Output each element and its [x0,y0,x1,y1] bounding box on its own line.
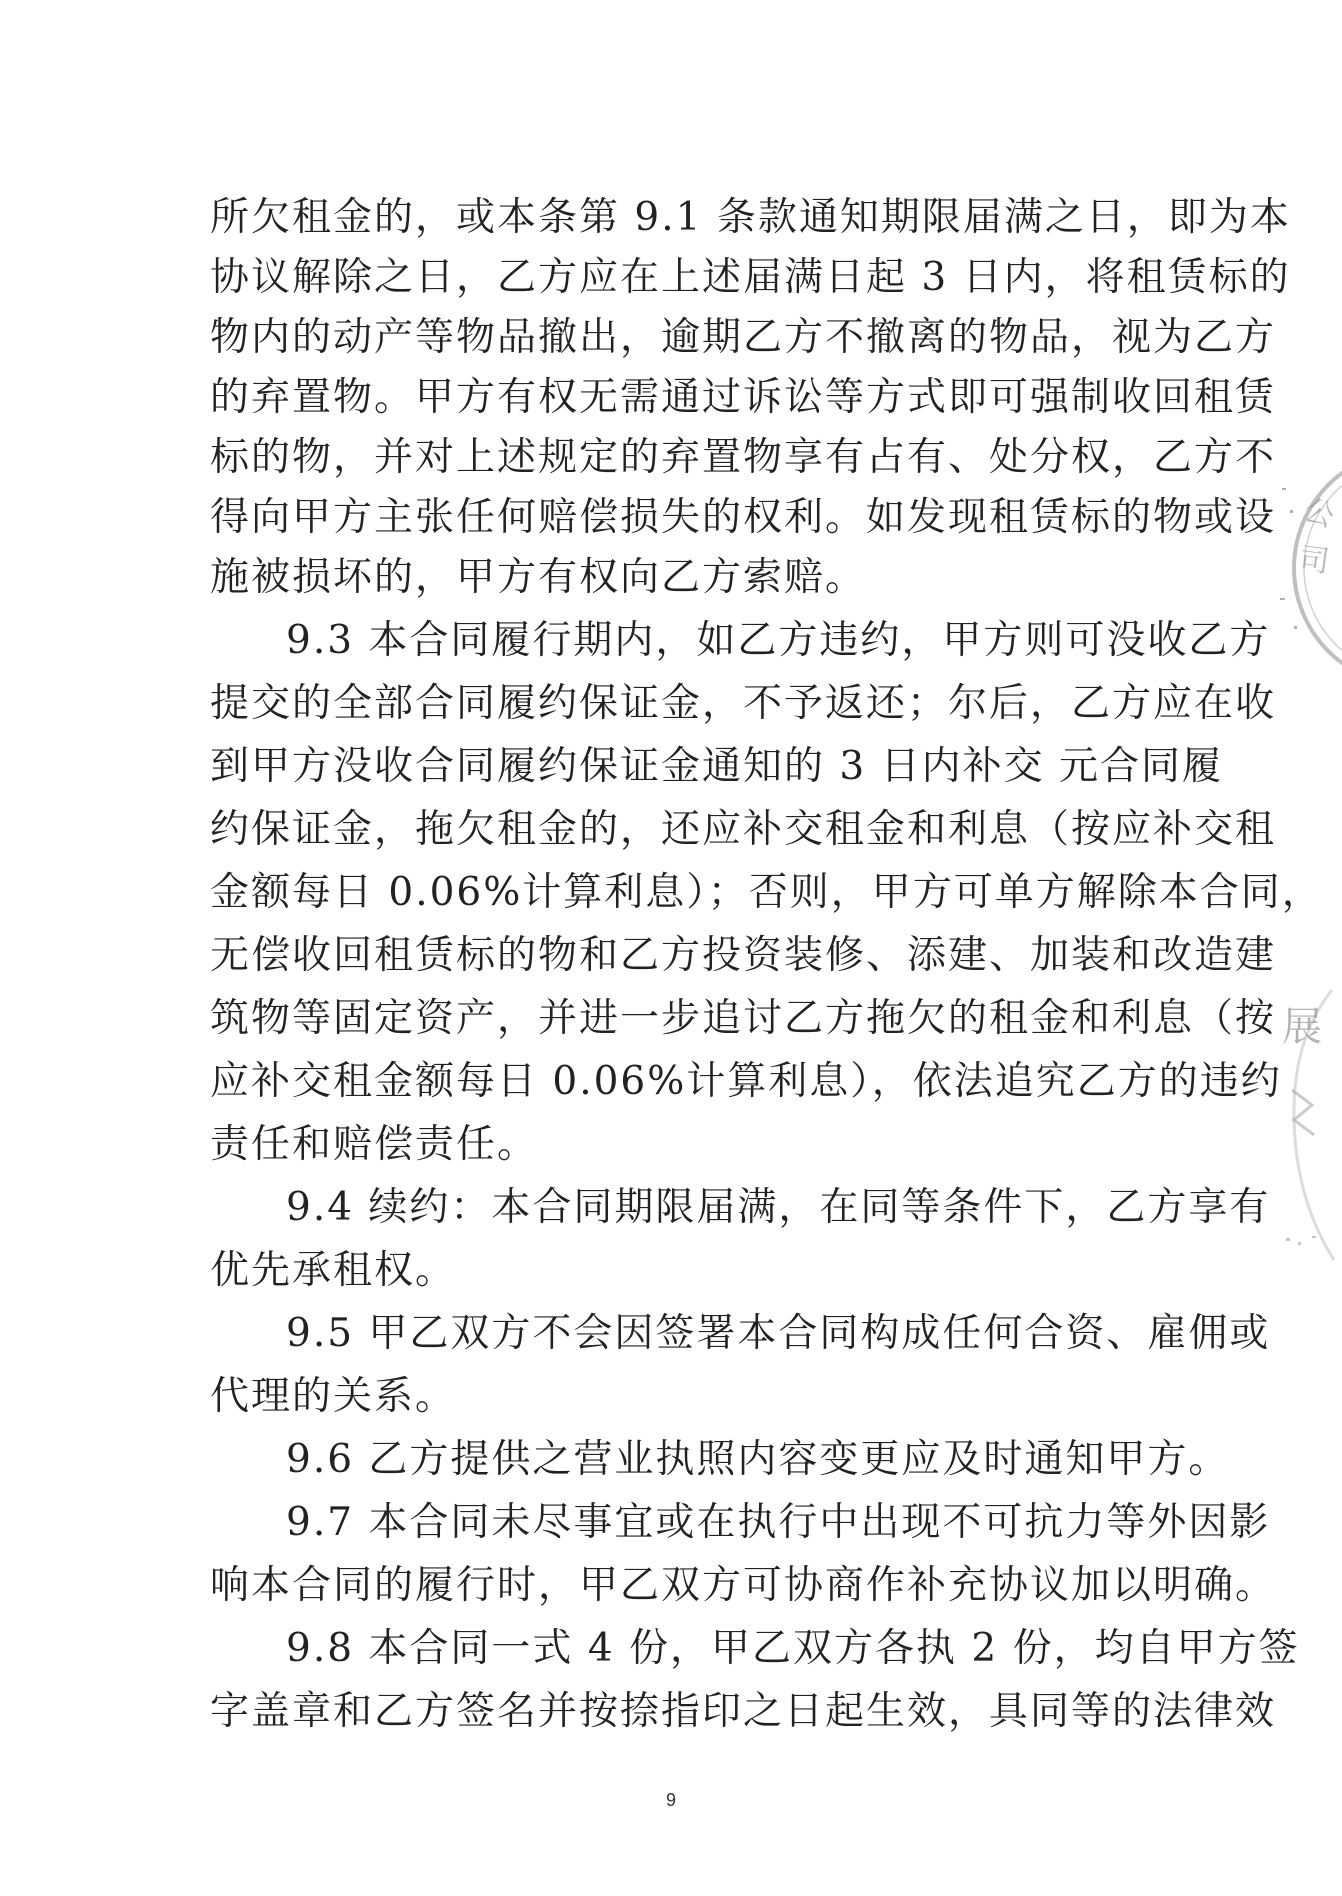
clause-9-5-heading-line: 9.5 甲乙双方不会因签署本合同构成任何合资、雇佣或 [286,1311,1271,1356]
page-number: 9 [665,1790,676,1810]
text-line: 响本合同的履行时，甲乙双方可协商作补充协议加以明确。 [210,1563,1277,1608]
clause-9-6-line: 9.6 乙方提供之营业执照内容变更应及时通知甲方。 [286,1437,1230,1482]
text-line: 提交的全部合同履约保证金，不予返还；尔后，乙方应在收 [210,681,1277,726]
text-line: 金额每日 0.06%计算利息）；否则，甲方可单方解除本合同， [210,870,1323,915]
text-line: 协议解除之日，乙方应在上述届满日起 3 日内，将租赁标的 [210,255,1291,300]
seal-stamp-fragment-top [1272,448,1342,688]
clause-9-8-heading-line: 9.8 本合同一式 4 份，甲乙双方各执 2 份，均自甲方签 [286,1626,1300,1671]
seal-icon [1272,980,1342,1270]
clause-9-4-heading-line: 9.4 续约：本合同期限届满，在同等条件下，乙方享有 [286,1185,1271,1230]
text-line: 所欠租金的，或本条第 9.1 条款通知期限届满之日，即为本 [210,195,1291,240]
text-line: 得向甲方主张任何赔偿损失的权利。如发现租赁标的物或设 [210,495,1277,540]
text-line: 的弃置物。甲方有权无需通过诉讼等方式即可强制收回租赁 [210,375,1277,420]
text-line: 优先承租权。 [210,1248,457,1293]
seal-stamp-fragment-middle [1272,980,1342,1270]
text-line: 应补交租金额每日 0.06%计算利息），依法追究乙方的违约 [210,1059,1282,1104]
text-line: 约保证金，拖欠租金的，还应补交租金和利息（按应补交租 [210,807,1277,852]
clause-9-7-heading-line: 9.7 本合同未尽事宜或在执行中出现不可抗力等外因影 [286,1500,1271,1545]
text-line: 物内的动产等物品撤出，逾期乙方不撤离的物品，视为乙方 [210,315,1277,360]
svg-text:展: 展 [1282,1004,1322,1050]
svg-text:公: 公 [1299,492,1339,535]
text-line: 到甲方没收合同履约保证金通知的 3 日内补交 元合同履 [210,744,1224,789]
clause-9-3-heading-line: 9.3 本合同履行期内，如乙方违约，甲方则可没收乙方 [286,618,1271,663]
text-line: 施被损坏的，甲方有权向乙方索赔。 [210,555,867,600]
seal-icon [1272,448,1342,688]
text-line: 代理的关系。 [210,1374,457,1419]
text-line: 筑物等固定资产，并进一步追讨乙方拖欠的租金和利息（按 [210,996,1277,1041]
text-line: 标的物，并对上述规定的弃置物享有占有、处分权，乙方不 [210,435,1277,480]
text-line: 字盖章和乙方签名并按捺指印之日起生效，具同等的法律效 [210,1689,1277,1734]
text-line: 无偿收回租赁标的物和乙方投资装修、添建、加装和改造建 [210,933,1277,978]
text-line: 责任和赔偿责任。 [210,1122,539,1167]
svg-text:司: 司 [1296,541,1332,581]
